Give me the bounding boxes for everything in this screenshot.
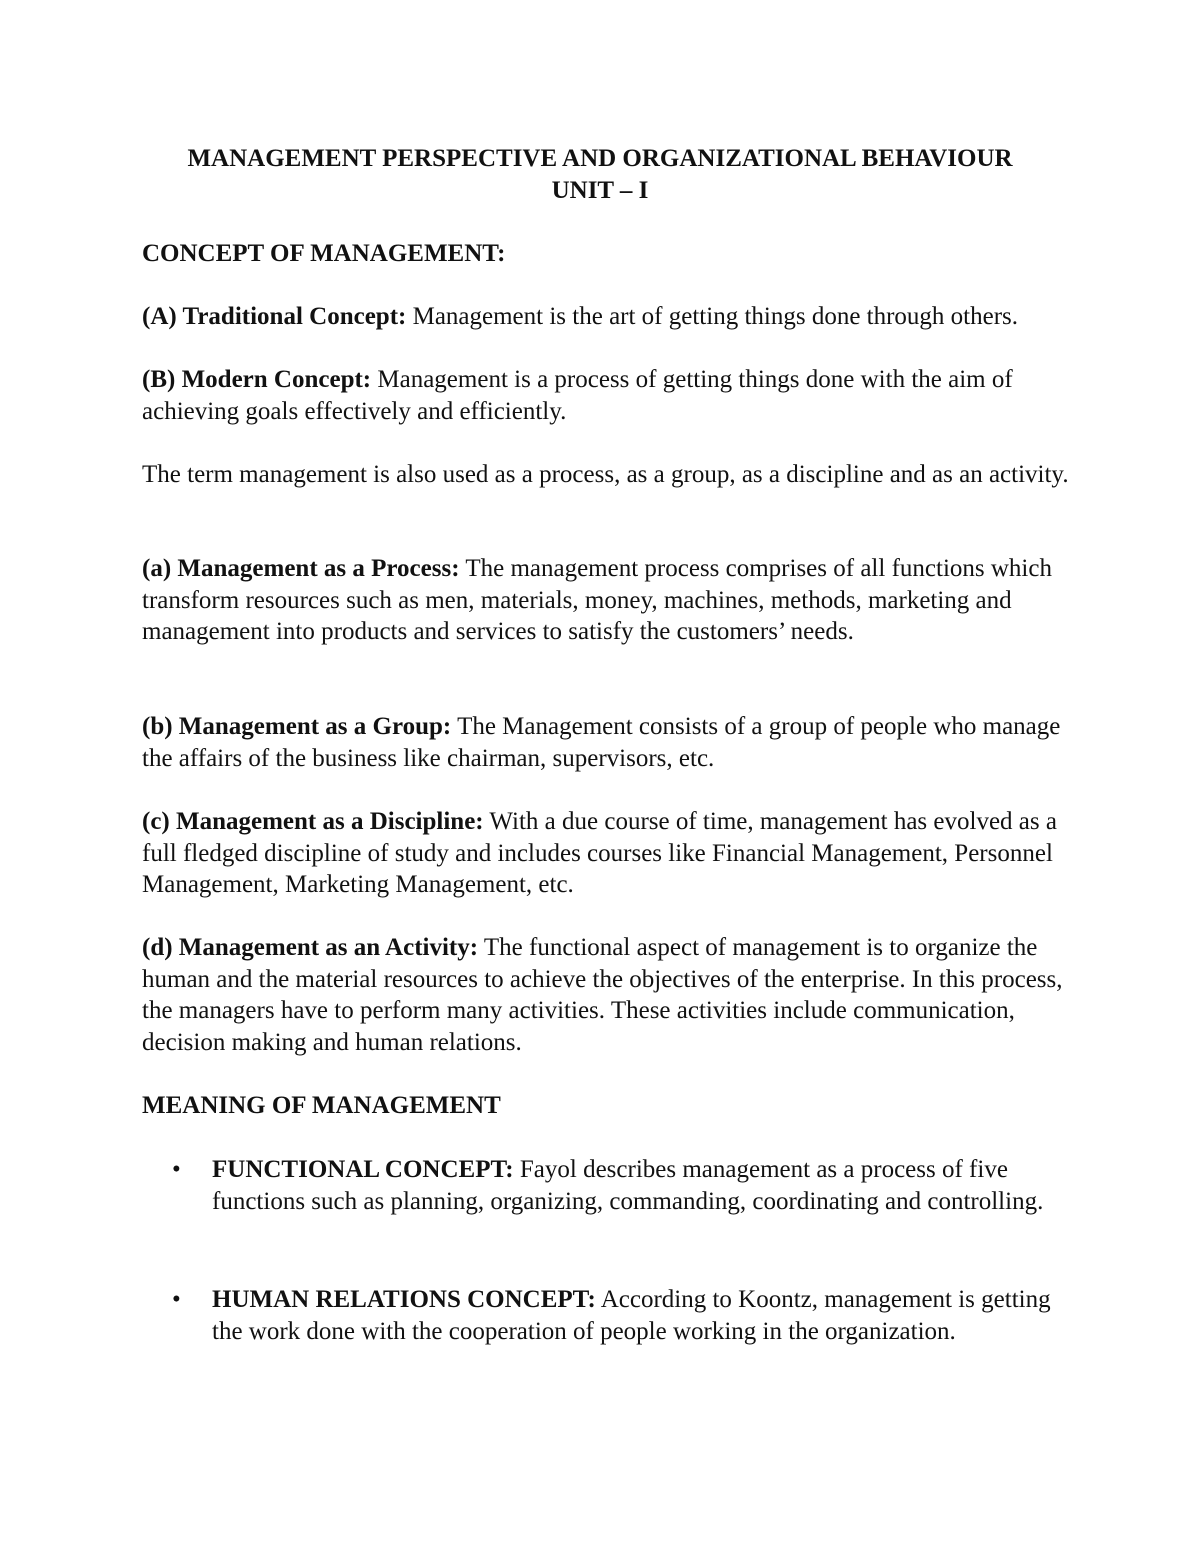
list-item <box>142 1284 1072 1347</box>
management-as-activity-paragraph <box>142 932 1072 1058</box>
title-line-2: UNIT – I <box>551 176 649 204</box>
modern-concept-paragraph <box>142 364 1072 427</box>
modern-concept-label: (B) Modern Concept: <box>142 366 372 393</box>
management-as-process-paragraph <box>142 553 1072 648</box>
modern-concept-text: Management is a process of getting things done with the aim of achieving goals effectively and efficiently. <box>142 366 1013 425</box>
concept-heading: CONCEPT OF MANAGEMENT: <box>142 240 506 267</box>
functional-concept-text: Fayol describes management as a process of five functions such as planning, organizing, commanding, coordinating and controlling. <box>212 1156 1044 1215</box>
management-as-discipline-label: (c) Management as a Discipline: <box>142 808 484 835</box>
management-as-discipline-paragraph <box>142 806 1072 901</box>
functional-concept-label: FUNCTIONAL CONCEPT: <box>212 1156 514 1183</box>
management-as-group-label: (b) Management as a Group: <box>142 713 452 740</box>
management-as-activity-text: The functional aspect of management is to organize the human and the material resources to achieve the objectives of the enterprise. In this process, the managers have to perform many activities. These activities include communication, decision making and human relations. <box>142 934 1063 1056</box>
term-paragraph: The term management is also used as a process, as a group, as a discipline and as an activity. <box>142 461 1069 488</box>
management-as-group-text: The Management consists of a group of people who manage the affairs of the business like chairman, supervisors, etc. <box>142 713 1061 772</box>
management-as-activity-label: (d) Management as an Activity: <box>142 934 479 961</box>
management-as-process-text: The management process comprises of all functions which transform resources such as men, materials, money, machines, methods, marketing and management into products and services to satisfy the customers’ needs. <box>142 555 1052 645</box>
traditional-concept-paragraph <box>142 301 1072 333</box>
list-item <box>142 1154 1072 1217</box>
bullet-icon: • <box>172 1286 181 1313</box>
traditional-concept-text: Management is the art of getting things done through others. <box>406 303 1019 330</box>
management-as-group-paragraph <box>142 711 1072 774</box>
bullet-text <box>212 1284 1072 1347</box>
management-as-discipline-text: With a due course of time, management has evolved as a full fledged discipline of study and includes courses like Financial Management, Personnel Management, Marketing Management, etc. <box>142 808 1057 898</box>
human-relations-concept-label: HUMAN RELATIONS CONCEPT: <box>212 1286 596 1313</box>
document-title <box>0 143 1200 206</box>
title-line-1: MANAGEMENT PERSPECTIVE AND ORGANIZATIONAL BEHAVIOUR <box>187 145 1013 172</box>
management-as-process-label: (a) Management as a Process: <box>142 555 460 582</box>
traditional-concept-label: (A) Traditional Concept: <box>142 303 407 330</box>
bullet-text <box>212 1154 1072 1217</box>
meaning-heading: MEANING OF MANAGEMENT <box>142 1092 501 1119</box>
bullet-icon: • <box>172 1156 181 1183</box>
human-relations-concept-text: According to Koontz, management is getting the work done with the cooperation of people working in the organization. <box>212 1286 1051 1345</box>
